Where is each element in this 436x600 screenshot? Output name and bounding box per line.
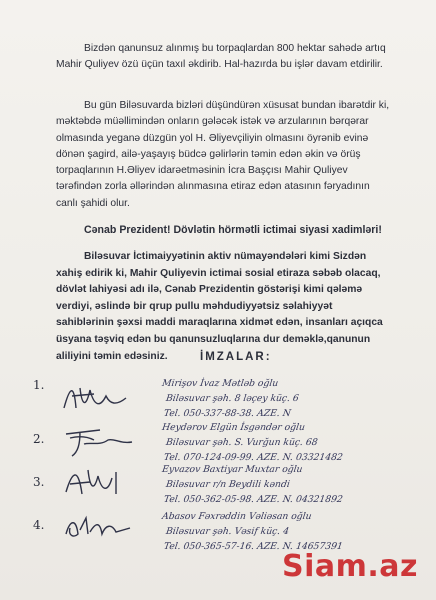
signer-address: Biləsuvar şəh. Vəsif küç. 4 bbox=[165, 526, 290, 537]
signer-address: Biləsuvar şəh. 8 ləçey küç. 6 bbox=[165, 393, 300, 404]
signature-number: 3. bbox=[33, 475, 45, 489]
signer-name: Abasov Fəxrəddin Vəliəsan oğlu bbox=[161, 511, 313, 522]
site-watermark: Siam.az bbox=[282, 549, 418, 584]
signatures-title: İMZALAR: bbox=[200, 351, 272, 363]
signature-number: 4. bbox=[33, 518, 45, 532]
paragraph-text: Bu gün Biləsuvarda bizləri düşündürən xüsusat bundan ibarətdir ki, məktəbdə müəllimindən onların gələcək istək və arzularının bərqərar olmasında yeganə düzgün yol H. Əliyevçiliyin olmasını öyrənib evinə dönən şagird, ailə-yaşayış büdcə gəlirlərin təmin edən əkin və örüş torpaqlarının H.Əliyev idarəetməsinin İcra Başçısı Mahir Quliyev tərəfindən zorla əllərindən alınmasına etiraz edən atasının fəryadının canlı şahidi olur. bbox=[56, 100, 390, 209]
paragraph-text: Bizdən qanunsuz alınmış bu torpaqlardan 800 hektar sahədə artıq Mahir Quliyev özü üçün taxıl əkdirib. Hal-hazırda bu işlər davam etdirilir. bbox=[56, 43, 386, 71]
signer-address: Biləsuvar şəh. S. Vurğun küç. 68 bbox=[165, 437, 319, 448]
handwritten-signature bbox=[60, 378, 140, 418]
signer-details bbox=[157, 462, 423, 507]
signer-phone: Tel. 050-365-57-16. AZE. N. 14657391 bbox=[163, 541, 344, 552]
address-heading bbox=[56, 222, 392, 238]
signer-name: Heydərov Elgün İsgəndər oğlu bbox=[161, 422, 306, 433]
signer-details bbox=[157, 509, 423, 554]
signer-phone: Tel. 050-362-05-98. AZE. N. 04321892 bbox=[163, 494, 344, 505]
paragraph-land-seizure bbox=[56, 41, 392, 74]
signer-address: Biləsuvar r/n Beydili kəndi bbox=[165, 479, 291, 490]
signer-phone: Tel. 050-337-88-38. AZE. N bbox=[163, 408, 292, 419]
signer-details bbox=[157, 420, 423, 465]
handwritten-signature bbox=[60, 462, 140, 502]
heading-text: Cənab Prezident! Dövlətin hörmətli ictimai siyasi xadimləri! bbox=[84, 224, 382, 236]
handwritten-signature bbox=[60, 420, 140, 460]
signer-name: Mirişov İvaz Mətləb oğlu bbox=[161, 378, 279, 389]
paragraph-concern bbox=[56, 98, 392, 212]
paragraph-text: Biləsuvar İctimaiyyətinin aktiv nümayəndələri kimi Sizdən xahiş edirik ki, Mahir Quliyevin ictimai sosial etiraza səbəb olacaq, dövlət lahiyəsi adı ilə, Cənab Prezidentin göstərişi kimi qələmə verdiyi, əslində bir qrup pullu məhdudiyyətsiz səlahiyyət sahiblərinin şəxsi maddi maraqlarına xidmət edən, insanları açıqca üsyana təşviq edən bu qanunsuzluqlarına dur deməklə,qanunun aliliyini təmin edəsiniz. bbox=[56, 251, 383, 362]
signature-number: 2. bbox=[33, 432, 45, 446]
handwritten-signature bbox=[60, 508, 140, 548]
signer-name: Eyvazov Baxtiyar Muxtar oğlu bbox=[161, 464, 304, 475]
signer-details bbox=[157, 376, 423, 421]
paragraph-request bbox=[56, 249, 392, 365]
signature-number: 1. bbox=[33, 378, 45, 392]
signer-phone: Tel. 070-124-09-99. AZE. N. 03321482 bbox=[163, 452, 344, 463]
